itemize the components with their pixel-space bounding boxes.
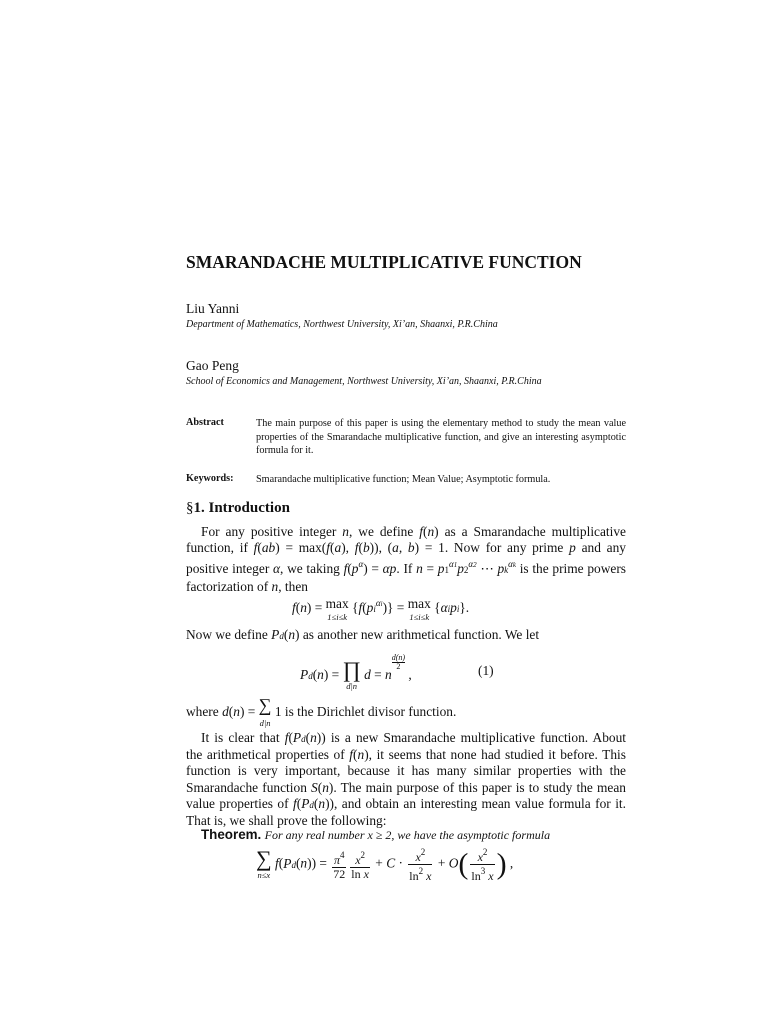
intro-paragraph-2: Now we define Pd(n) as another new arithmetical function. We let xyxy=(186,627,540,642)
author-affiliation-2: School of Economics and Management, Northwest University, Xi’an, Shaanxi, P.R.China xyxy=(186,376,542,387)
abstract-label: Abstract xyxy=(186,417,224,428)
section-symbol: § xyxy=(186,500,194,516)
author-affiliation-1: Department of Mathematics, Northwest University, Xi’an, Shaanxi, P.R.China xyxy=(186,319,498,330)
theorem-statement xyxy=(186,827,626,843)
equation-f-definition: f(n) = max 1≤i≤k $\{f(pi^{\alpha i})\} = \max$ 1≤i≤k {αipi}. xyxy=(292,596,470,622)
author-name-1: Liu Yanni xyxy=(186,301,240,316)
keywords-text: Smarandache multiplicative function; Mean Value; Asymptotic formula. xyxy=(256,474,551,485)
intro-paragraph-4: It is clear that f(Pd(n)) is a new Smarandache multiplicative function. About the arithmetical properties of f(n), it seems that none had studied it before. This function is very important, because it has many similar properties with the Smarandache function S(n). The main purpose of this paper is to study the mean value properties of f(Pd(n)), and obtain an interesting mean value formula for it. That is, we shall prove the following: xyxy=(186,730,626,829)
theorem-text: For any real number x ≥ 2, we have the asymptotic formula xyxy=(264,828,551,842)
theorem-label: Theorem. xyxy=(201,827,262,842)
theorem-formula: ∑ n≤x f(Pd(n)) = $\frac{\pi^4}{72}$ $\frac{x^2}{\text{ln x}}$ + C · $\frac{x^2}{\ln^2 x}$ + O( $\frac{x^2}{\ln^3 x}$ ) , xyxy=(256,846,514,883)
paper-title: SMARANDACHE MULTIPLICATIVE FUNCTION xyxy=(186,252,582,272)
equation-number: (1) xyxy=(478,663,494,678)
abstract-text: The main purpose of this paper is using the elementary method to study the mean value properties of the Smarandache multiplicative function, and give an interesting asymptotic formula for it. xyxy=(256,418,626,456)
section-title: 1. Introduction xyxy=(193,500,290,516)
intro-paragraph-1: For any positive integer n, we define f(n) as a Smarandache multiplicative function, if f(ab) = max(f(a), f(b)), (a, b) = 1. Now for any prime p and any positive integer α, we taking $f(p^\alpha) = \alpha p$. If $n = p1^{\alpha 1}p2^{\alpha 2}$ ⋯ $pk^{\alpha k}$ is the prime powers factorization of n, then xyxy=(186,524,627,594)
intro-paragraph-3: where d(n) = ∑ d|n 1 is the Dirichlet divisor function. xyxy=(186,695,457,729)
author-name-2: Gao Peng xyxy=(186,358,239,373)
equation-1: Pd(n) = ∏ d|n d = n $\frac{d(n)}{2}$ , xyxy=(300,653,412,692)
section-heading xyxy=(186,500,290,517)
keywords-label: Keywords: xyxy=(186,473,234,484)
